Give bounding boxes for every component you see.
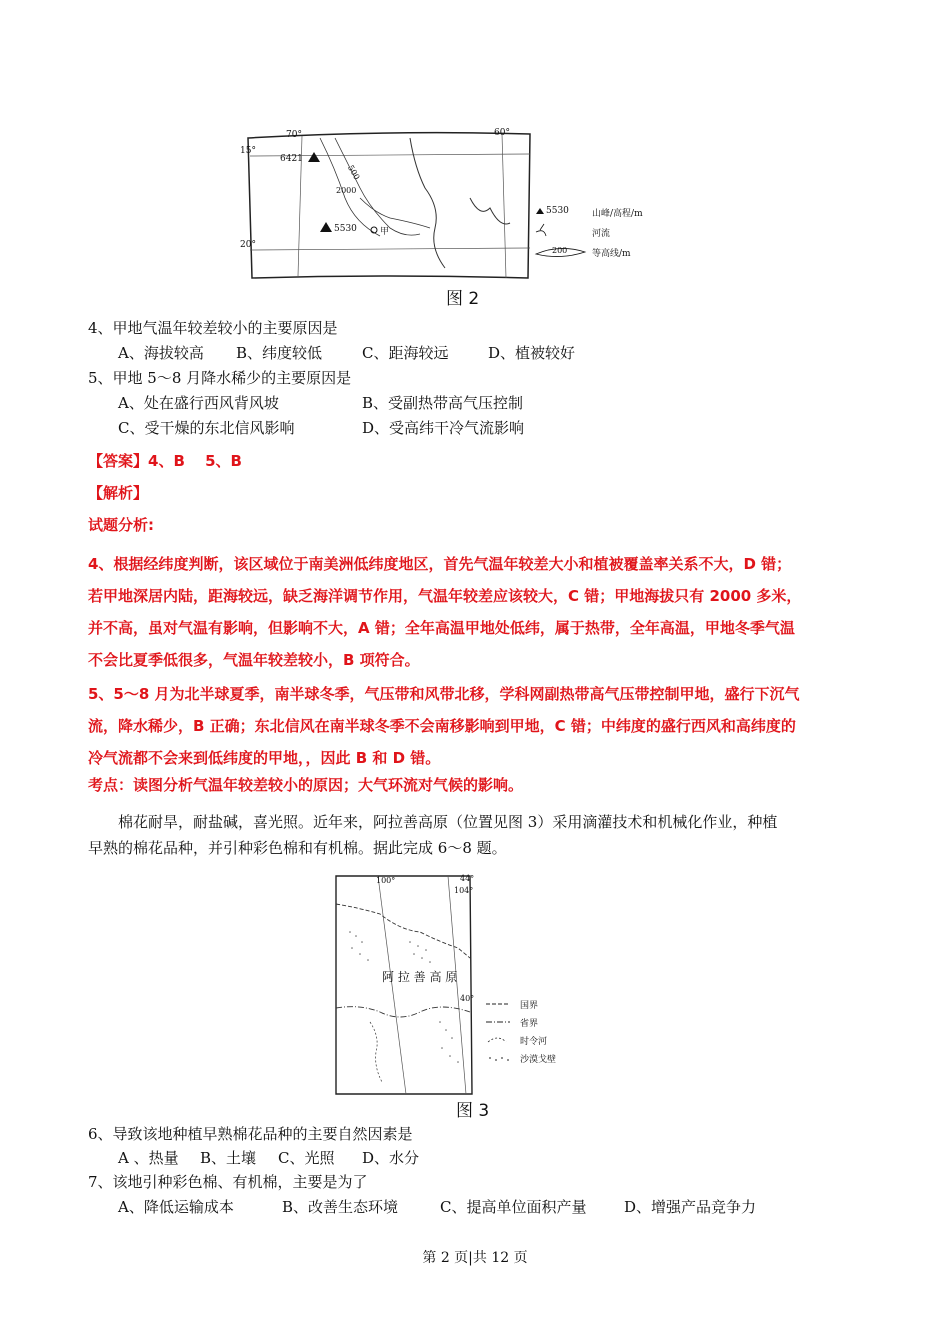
- contour-label: 500: [345, 163, 362, 182]
- legend-river-label: 河流: [592, 229, 611, 239]
- legend-label: 时令河: [520, 1037, 548, 1047]
- q4-option-a: A、海拔较高: [118, 344, 204, 362]
- analysis-line: 若甲地深居内陆，距海较远，缺乏海洋调节作用，气温年较差应该较大，C 错；甲地海拔只有 2000 多米，: [88, 587, 802, 605]
- legend-desert-icon: [489, 1057, 509, 1061]
- contour-label: 2000: [336, 186, 357, 195]
- q4-option-b: B、纬度较低: [236, 344, 323, 362]
- legend-label: 国界: [520, 1001, 539, 1011]
- question-6-stem: 6、导致该地种植早熟棉花品种的主要自然因素是: [88, 1125, 413, 1143]
- analysis-line: 5、5～8 月为北半球夏季，南半球冬季，气压带和风带北移，学科网副热带高气压带控制甲地，盛行下沉气: [88, 685, 800, 703]
- fig3-lat-label: 44°: [460, 874, 475, 883]
- q7-option-c: C、提高单位面积产量: [440, 1198, 587, 1216]
- figure-2-map: [240, 128, 710, 310]
- q5-option-c: C、受干燥的东北信风影响: [118, 419, 295, 437]
- kaodian-line: 考点：读图分析气温年较差较小的原因；大气环流对气候的影响。: [88, 776, 524, 794]
- peak-6421-icon: [308, 152, 320, 162]
- page-footer: 第 2 页|共 12 页: [422, 1250, 528, 1266]
- legend-label: 沙漠戈壁: [520, 1055, 557, 1065]
- answer-text: 4、B 5、B: [148, 452, 242, 470]
- question-4-stem: 4、甲地气温年较差较小的主要原因是: [88, 319, 338, 337]
- peak-elevation-label: 5530: [334, 224, 357, 234]
- peak-elevation-label: 6421: [280, 154, 303, 164]
- fig2-lon-label: 70°: [286, 130, 302, 140]
- legend-river-icon: [536, 224, 546, 236]
- analysis-q5: [88, 678, 878, 774]
- analysis-line: 不会比夏季低很多，气温年较差较小，B 项符合。: [88, 651, 420, 669]
- q6-option-d: D、水分: [362, 1149, 420, 1167]
- figure-3-caption: 图 3: [456, 1101, 490, 1121]
- legend-label: 省界: [520, 1019, 539, 1029]
- question-7-stem: 7、该地引种彩色棉、有机棉，主要是为了: [88, 1173, 368, 1191]
- q5-option-b: B、受副热带高气压控制: [362, 394, 524, 412]
- q6-option-a: A 、热量: [118, 1149, 179, 1167]
- q6-option-b: B、土壤: [200, 1149, 257, 1167]
- legend-peak-sample: 5530: [546, 206, 569, 216]
- q7-option-b: B、改善生态环境: [282, 1198, 399, 1216]
- fig2-lat-label: 20°: [240, 240, 256, 250]
- legend-contour-sample: 200: [552, 246, 568, 255]
- fig2-lon-label: 60°: [494, 128, 510, 138]
- peak-5530-icon: [320, 222, 332, 232]
- q7-option-d: D、增强产品竞争力: [624, 1198, 757, 1216]
- legend-contour-label: 等高线/m: [592, 249, 631, 259]
- q4-option-d: D、植被较好: [488, 344, 576, 362]
- desert-dots: [349, 931, 459, 1063]
- q7-option-a: A、降低运输成本: [118, 1198, 234, 1216]
- analysis-line: 流，降水稀少，B 正确；东北信风在南半球冬季不会南移影响到甲地，C 错；中纬度的盛行西风和高纬度的: [88, 717, 796, 735]
- question-5-stem: 5、甲地 5～8 月降水稀少的主要原因是: [88, 369, 352, 387]
- place-jia-label: 甲: [380, 227, 390, 237]
- answer-label: 【答案】: [88, 452, 149, 470]
- answer-line: [88, 450, 242, 471]
- fig3-lat-label: 40°: [460, 994, 475, 1003]
- region-label: 阿 拉 善 高 原: [382, 970, 458, 984]
- analysis-label: 【解析】: [88, 484, 149, 502]
- fig3-lon-label: 104°: [454, 886, 474, 895]
- analysis-line: 冷气流都不会来到低纬度的甲地，，因此 B 和 D 错。: [88, 749, 441, 767]
- fig3-lon-label: 100°: [376, 876, 396, 885]
- legend-seasonal-river-icon: [488, 1038, 506, 1042]
- intro-line-1: 棉花耐旱，耐盐碱，喜光照。近年来，阿拉善高原（位置见图 3）采用滴灌技术和机械化作业，种植: [118, 813, 778, 831]
- analysis-q4: [88, 548, 878, 676]
- q5-option-a: A、处在盛行西风背风坡: [118, 394, 279, 412]
- analysis-subheading: 试题分析:: [88, 516, 154, 534]
- legend-peak-icon: [536, 208, 544, 214]
- figure-3: [330, 872, 620, 1120]
- figure-3-map: [330, 872, 620, 1120]
- figure-2: [240, 128, 710, 310]
- figure-2-caption: 图 2: [446, 289, 480, 309]
- q6-option-c: C、光照: [278, 1149, 335, 1167]
- intro-line-2: 早熟的棉花品种，并引种彩色棉和有机棉。据此完成 6～8 题。: [88, 839, 507, 857]
- fig2-lat-label: 15°: [240, 146, 256, 156]
- q4-option-c: C、距海较远: [362, 344, 449, 362]
- analysis-line: 4、根据经纬度判断，该区域位于南美洲低纬度地区，首先气温年较差大小和植被覆盖率关系不大，D 错；: [88, 555, 792, 573]
- q5-option-d: D、受高纬干冷气流影响: [362, 419, 525, 437]
- legend-peak-label: 山峰/高程/m: [592, 209, 643, 219]
- analysis-line: 并不高，虽对气温有影响，但影响不大，A 错；全年高温甲地处低纬，属于热带，全年高温，甲地冬季气温: [88, 619, 795, 637]
